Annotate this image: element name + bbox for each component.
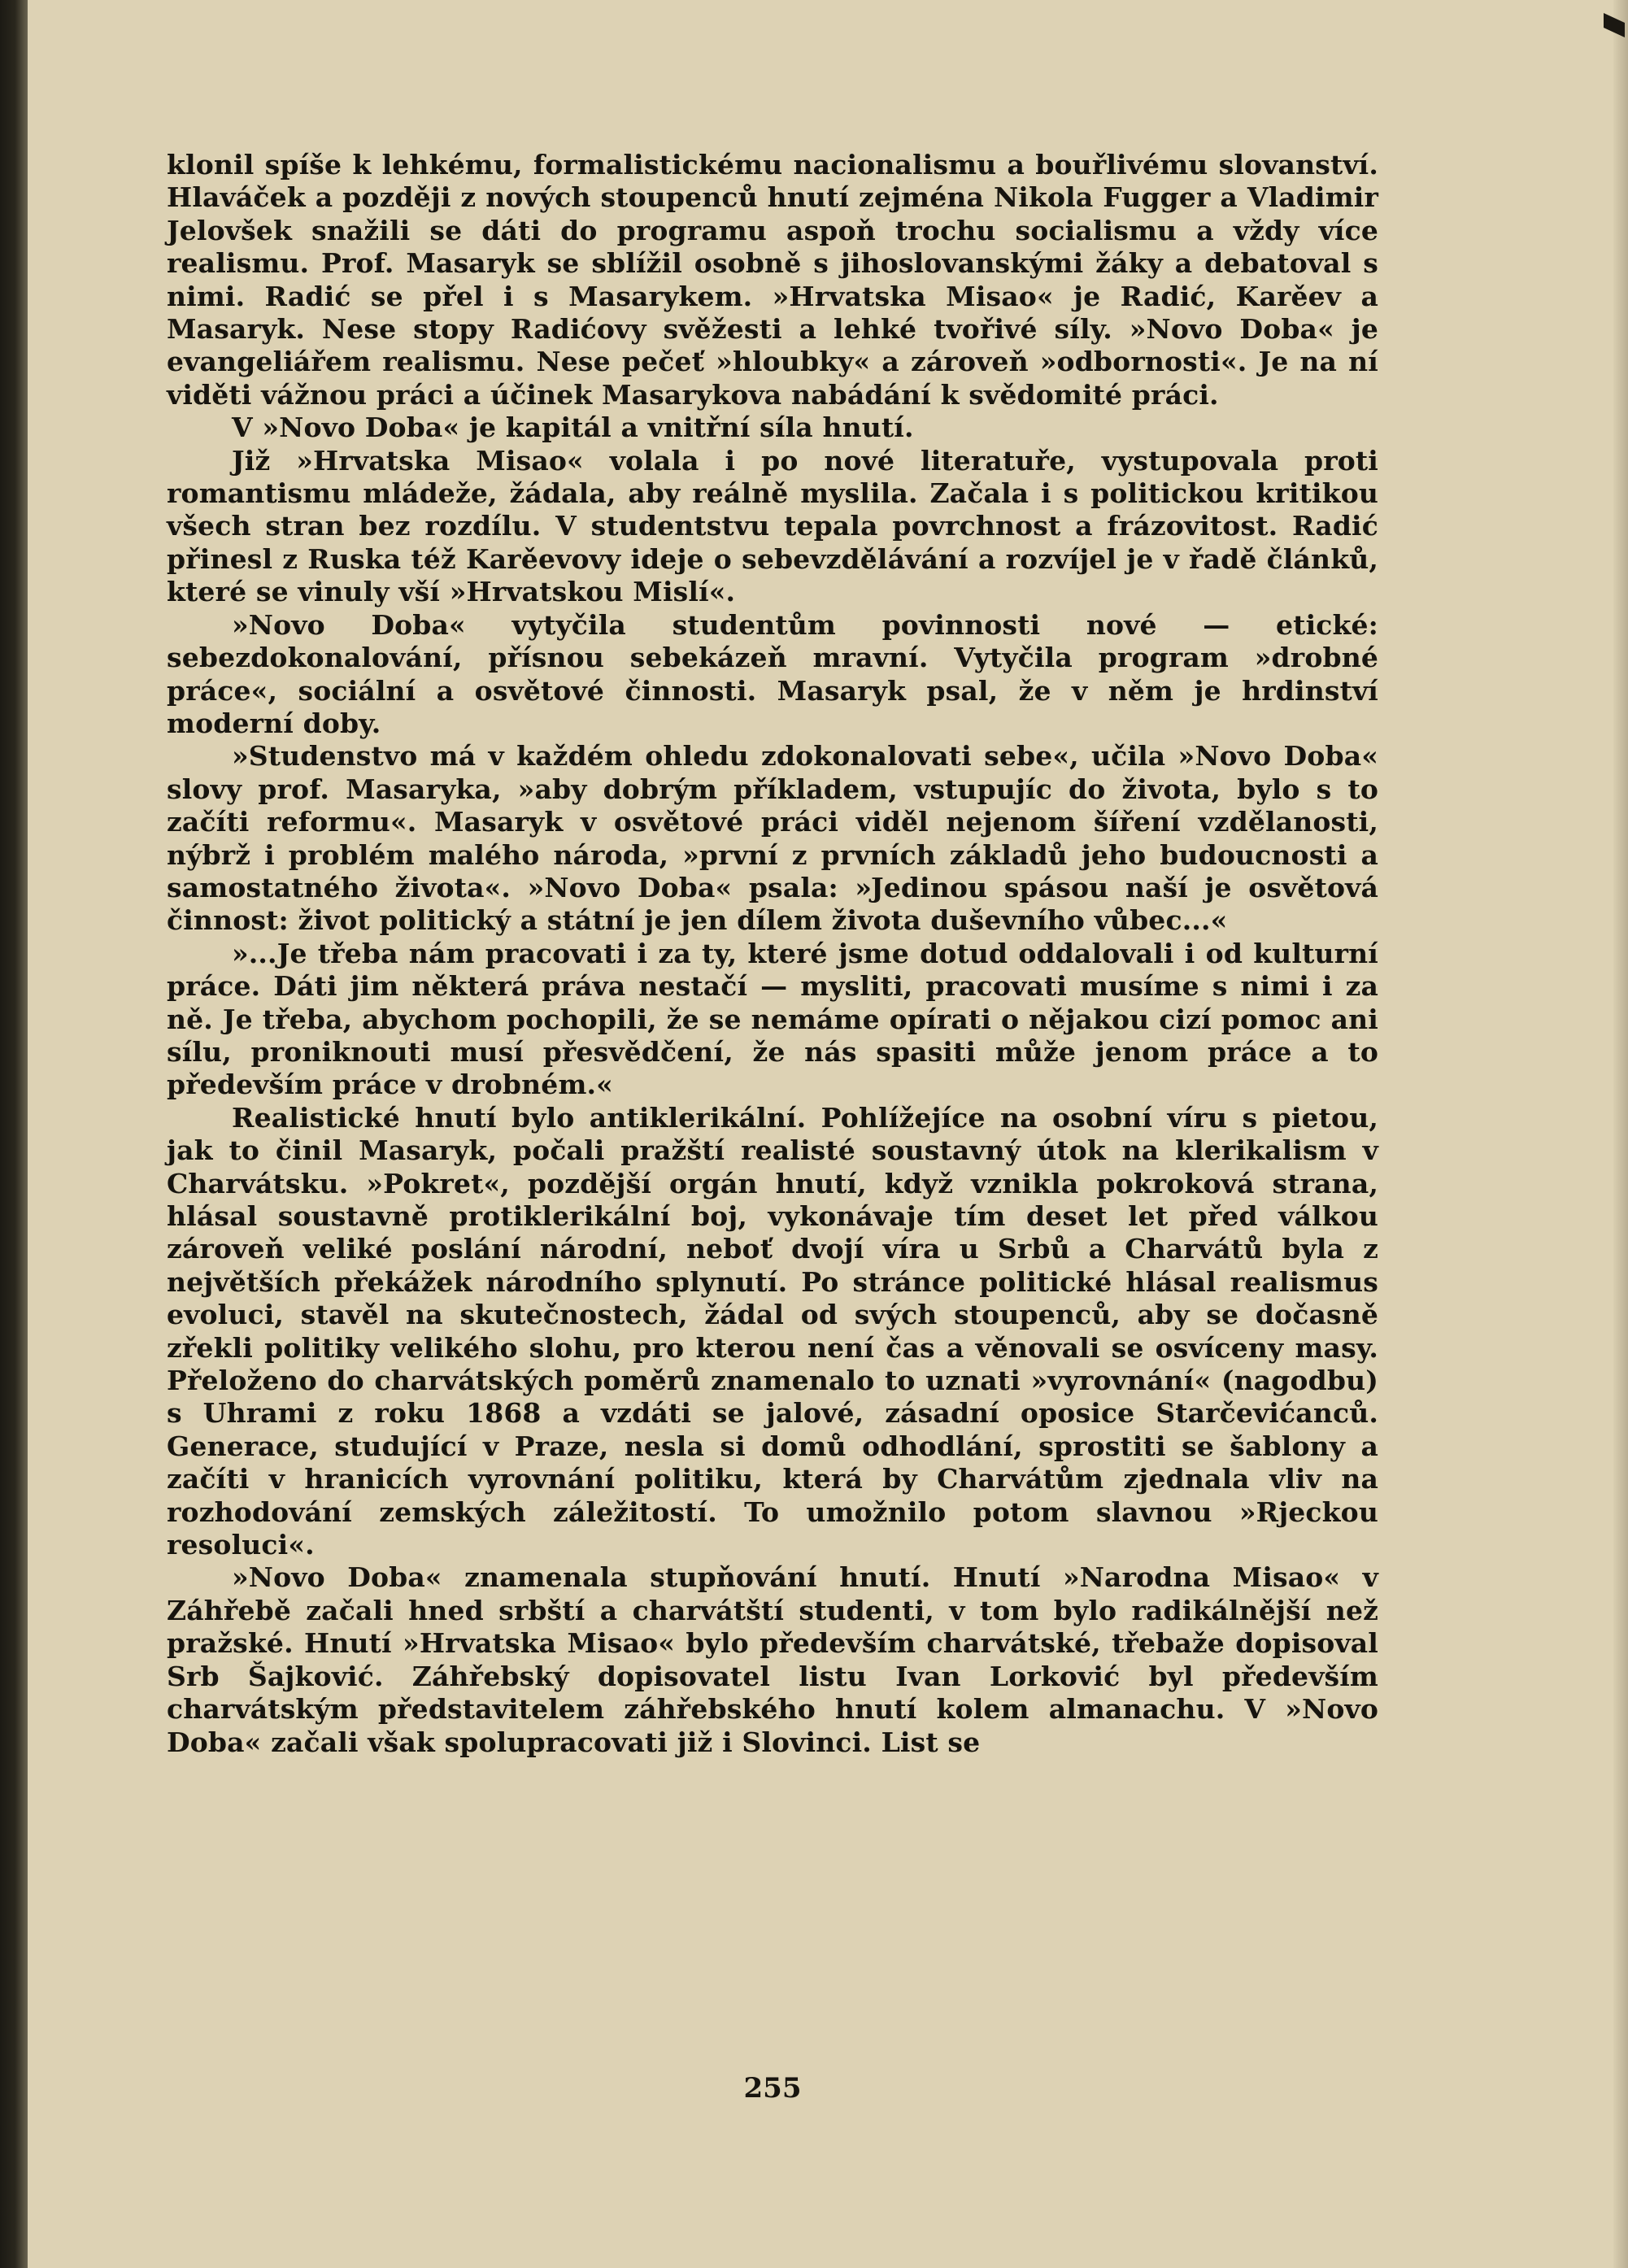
paragraph-4: »Novo Doba« vytyčila studentům povinnosti nové — etické: sebezdokonalování, přísnou sebekázeň mravní. Vytyčila program »drobné práce«, sociální a osvětové činnosti. Masaryk psal, že v něm je hrdinství moderní doby. bbox=[167, 608, 1378, 739]
paragraph-8: »Novo Doba« znamenala stupňování hnutí. Hnutí »Narodna Misao« v Záhřebě začali hned srbští a charvátští studenti, v tom bylo radikálnější než pražské. Hnutí »Hrvatska Misao« bylo především charvátské, třebaže dopisoval Srb Šajković. Záhřebský dopisovatel listu Ivan Lorković byl především charvátským představitelem záhřebského hnutí kolem almanachu. V »Novo Doba« začali však spolupracovati již i Slovinci. List se bbox=[167, 1561, 1378, 1758]
page-number: 255 bbox=[743, 2072, 802, 2105]
body-text bbox=[167, 149, 1378, 1759]
book-spine bbox=[0, 0, 28, 2268]
paragraph-2: V »Novo Doba« je kapitál a vnitřní síla hnutí. bbox=[232, 411, 914, 444]
paragraph-3: Již »Hrvatska Misao« volala i po nové literatuře, vystupovala proti romantismu mládeže, žádala, aby reálně myslila. Začala i s politickou kritikou všech stran bez rozdílu. V studentstvu tepala povrchnost a frázovitost. Radić přinesl z Ruska též Karěevovy ideje o sebevzdělávání a rozvíjel je v řadě článků, které se vinuly vší »Hrvatskou Mislí«. bbox=[167, 444, 1378, 608]
paragraph-7: Realistické hnutí bylo antiklerikální. Pohlížejíce na osobní víru s pietou, jak to činil Masaryk, počali pražští realisté soustavný útok na klerikalism v Charvátsku. »Pokret«, pozdější orgán hnutí, když vznikla pokroková strana, hlásal soustavně protiklerikální boj, vykonávaje tím deset let před válkou zároveň veliké poslání národní, neboť dvojí víra u Srbů a Charvátů byla z největších překážek národního splynutí. Po stránce politické hlásal realismus evoluci, stavěl na skutečnostech, žádal od svých stoupenců, aby se dočasně zřekli politiky velikého slohu, pro kterou není čas a věnovali se osvíceny masy. Přeloženo do charvátských poměrů znamenalo to uznati »vyrovnání« (nagodbu) s Uhrami z roku 1868 a vzdáti se jalové, zásadní oposice Starčevićanců. Generace, studující v Praze, nesla si domů odhodlání, sprostiti se šablony a začíti v hranicích vyrovnání politiku, která by Charvátům zjednala vliv na rozhodování zemských záležitostí. To umožnilo potom slavnou »Rjeckou resoluci«. bbox=[167, 1101, 1378, 1561]
paragraph-1: klonil spíše k lehkému, formalistickému nacionalismu a bouřlivému slovanství. Hlaváček a později z nových stoupenců hnutí zejména Nikola Fugger a Vladimir Jelovšek snažili se dáti do programu aspoň trochu socialismu a vždy více realismu. Prof. Masaryk se sblížil osobně s jihoslovanskými žáky a debatoval s nimi. Radić se přel i s Masarykem. »Hrvatska Misao« je Radić, Karěev a Masaryk. Nese stopy Radićovy svěžesti a lehké tvořivé síly. »Novo Doba« je evangeliářem realismu. Nese pečeť »hloubky« a zároveň »odbornosti«. Je na ní viděti vážnou práci a účinek Masarykova nabádání k svědomité práci. bbox=[167, 149, 1378, 411]
paragraph-6: »...Je třeba nám pracovati i za ty, které jsme dotud oddalovali i od kulturní práce. Dáti jim některá práva nestačí — mysliti, pracovati musíme s nimi i za ně. Je třeba, abychom pochopili, že se nemáme opírati o nějakou cizí pomoc ani sílu, proniknouti musí přesvědčení, že nás spasiti může jenom práce a to především práce v drobném.« bbox=[167, 937, 1378, 1101]
page-edge bbox=[1613, 0, 1628, 2268]
paragraph-5: »Studenstvo má v každém ohledu zdokonalovati sebe«, učila »Novo Doba« slovy prof. Masaryka, »aby dobrým příkladem, vstupujíc do života, bylo s to začíti reformu«. Masaryk v osvětové práci viděl nejenom šíření vzdělanosti, nýbrž i problém malého národa, »první z prvních základů jeho budoucnosti a samostatného života«. »Novo Doba« psala: »Jedinou spásou naší je osvětová činnost: život politický a státní je jen dílem života duševního vůbec...« bbox=[167, 740, 1378, 937]
